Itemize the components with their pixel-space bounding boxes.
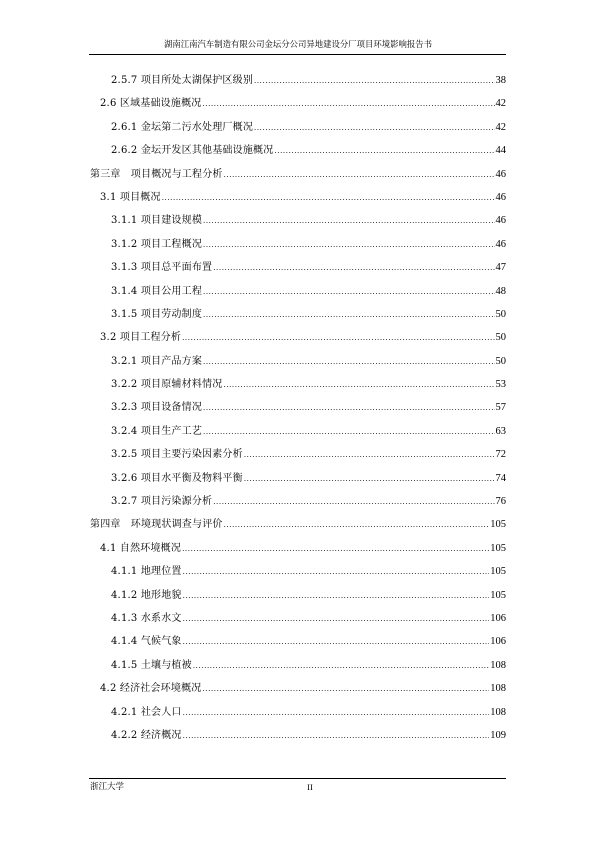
toc-dot-leader bbox=[223, 378, 494, 392]
toc-entry-page: 42 bbox=[495, 121, 506, 133]
toc-entry-page: 106 bbox=[490, 636, 506, 648]
toc-entry-title: 4.2.2 经济概况 bbox=[111, 729, 182, 741]
toc-dot-leader bbox=[213, 261, 494, 275]
toc-entry-page: 44 bbox=[495, 145, 506, 157]
toc-entry-page: 38 bbox=[495, 75, 506, 86]
toc-entry[interactable] bbox=[90, 214, 506, 237]
toc-entry-page: 46 bbox=[495, 168, 506, 180]
toc-dot-leader bbox=[183, 565, 490, 579]
toc-entry[interactable] bbox=[90, 518, 506, 541]
toc-dot-leader bbox=[183, 612, 490, 626]
toc-entry-page: 50 bbox=[495, 355, 506, 367]
toc-entry-title: 2.5.7 项目所处太湖保护区级别 bbox=[111, 75, 254, 86]
toc-entry[interactable] bbox=[90, 612, 506, 635]
toc-dot-leader bbox=[202, 682, 489, 696]
toc-entry-title: 3.2.6 项目水平衡及物料平衡 bbox=[111, 472, 243, 484]
toc-entry-page: 108 bbox=[490, 683, 506, 695]
toc-entry-title: 第四章 环境现状调查与评价 bbox=[90, 519, 223, 531]
toc-entry[interactable] bbox=[90, 97, 506, 120]
table-of-contents bbox=[90, 74, 506, 752]
toc-entry-title: 3.2 项目工程分析 bbox=[100, 332, 182, 344]
toc-entry[interactable] bbox=[90, 121, 506, 144]
toc-dot-leader bbox=[224, 518, 490, 532]
toc-entry-page: 105 bbox=[490, 519, 506, 531]
toc-dot-leader bbox=[203, 355, 494, 369]
header-rule bbox=[89, 54, 506, 55]
toc-dot-leader bbox=[182, 542, 489, 556]
toc-dot-leader bbox=[203, 401, 494, 415]
toc-entry-title: 3.1.1 项目建设规模 bbox=[111, 215, 203, 227]
toc-entry-title: 4.1 自然环境概况 bbox=[100, 542, 182, 554]
toc-entry[interactable] bbox=[90, 401, 506, 424]
toc-dot-leader bbox=[244, 448, 495, 462]
toc-entry-title: 第三章 项目概况与工程分析 bbox=[90, 168, 223, 180]
toc-entry[interactable] bbox=[90, 261, 506, 284]
toc-dot-leader bbox=[254, 74, 494, 88]
toc-entry-page: 53 bbox=[495, 379, 506, 391]
toc-entry-title: 2.6.1 金坛第二污水处理厂概况 bbox=[111, 121, 254, 133]
toc-entry[interactable] bbox=[90, 168, 506, 191]
footer-page-number: II bbox=[307, 782, 313, 792]
toc-entry-page: 47 bbox=[495, 262, 506, 274]
toc-entry-title: 2.6.2 金坛开发区其他基础设施概况 bbox=[111, 145, 274, 157]
toc-dot-leader bbox=[183, 706, 490, 720]
toc-entry-title: 4.1.3 水系水文 bbox=[111, 612, 182, 624]
toc-entry-page: 109 bbox=[490, 729, 506, 741]
toc-entry-page: 108 bbox=[490, 706, 506, 718]
toc-entry-title: 3.2.7 项目污染源分析 bbox=[111, 496, 213, 508]
toc-entry[interactable] bbox=[90, 495, 506, 518]
toc-entry-title: 4.1.2 地形地貌 bbox=[111, 589, 182, 601]
toc-entry[interactable] bbox=[90, 472, 506, 495]
toc-dot-leader bbox=[183, 729, 490, 743]
toc-entry-title: 3.2.5 项目主要污染因素分析 bbox=[111, 449, 243, 461]
toc-dot-leader bbox=[274, 144, 494, 158]
toc-entry-page: 76 bbox=[495, 496, 506, 508]
toc-entry-title: 3.2.1 项目产品方案 bbox=[111, 355, 203, 367]
toc-entry[interactable] bbox=[90, 308, 506, 331]
toc-entry[interactable] bbox=[90, 729, 506, 752]
toc-entry-page: 105 bbox=[490, 566, 506, 578]
toc-entry-title: 4.2.1 社会人口 bbox=[111, 706, 182, 718]
toc-dot-leader bbox=[203, 214, 494, 228]
toc-entry-title: 3.2.3 项目设备情况 bbox=[111, 402, 203, 414]
toc-dot-leader bbox=[203, 425, 494, 439]
toc-entry-page: 74 bbox=[495, 472, 506, 484]
toc-dot-leader bbox=[202, 97, 494, 111]
toc-entry[interactable] bbox=[90, 378, 506, 401]
toc-entry[interactable] bbox=[90, 682, 506, 705]
toc-entry-page: 42 bbox=[495, 98, 506, 110]
toc-entry-title: 4.1.5 土壤与植被 bbox=[111, 659, 192, 671]
toc-entry-page: 46 bbox=[495, 215, 506, 227]
toc-dot-leader bbox=[183, 589, 490, 603]
toc-entry-title: 3.1.4 项目公用工程 bbox=[111, 285, 203, 297]
toc-entry[interactable] bbox=[90, 331, 506, 354]
toc-entry-title: 2.6 区域基础设施概况 bbox=[100, 98, 202, 110]
toc-entry-title: 4.1.4 气候气象 bbox=[111, 636, 182, 648]
toc-entry-page: 50 bbox=[495, 332, 506, 344]
toc-entry-title: 3.1.3 项目总平面布置 bbox=[111, 262, 213, 274]
toc-dot-leader bbox=[193, 659, 489, 673]
toc-entry[interactable] bbox=[90, 659, 506, 682]
toc-entry[interactable] bbox=[90, 238, 506, 261]
toc-entry-page: 57 bbox=[495, 402, 506, 414]
footer-rule bbox=[89, 778, 506, 779]
toc-entry-title: 4.1.1 地理位置 bbox=[111, 566, 182, 578]
running-header: 湖南江南汽车制造有限公司金坛分公司异地建设分厂项目环境影响报告书 bbox=[164, 39, 432, 49]
toc-entry[interactable] bbox=[90, 448, 506, 471]
toc-dot-leader bbox=[203, 308, 494, 322]
toc-entry[interactable] bbox=[90, 285, 506, 308]
toc-entry-page: 105 bbox=[490, 589, 506, 601]
toc-entry[interactable] bbox=[90, 542, 506, 565]
toc-entry[interactable] bbox=[90, 144, 506, 167]
toc-entry[interactable] bbox=[90, 191, 506, 214]
toc-entry-page: 108 bbox=[490, 659, 506, 671]
toc-entry[interactable] bbox=[90, 589, 506, 612]
footer-institution: 浙江大学 bbox=[90, 782, 125, 792]
toc-entry-title: 3.1.5 项目劳动制度 bbox=[111, 308, 203, 320]
toc-entry[interactable] bbox=[90, 425, 506, 448]
toc-entry-page: 48 bbox=[495, 285, 506, 297]
toc-entry-title: 3.1.2 项目工程概况 bbox=[111, 238, 203, 250]
toc-entry-page: 46 bbox=[495, 238, 506, 250]
toc-entry-title: 3.2.4 项目生产工艺 bbox=[111, 425, 203, 437]
toc-entry-page: 46 bbox=[495, 191, 506, 203]
toc-dot-leader bbox=[203, 285, 494, 299]
toc-entry[interactable] bbox=[90, 635, 506, 658]
toc-entry-title: 3.1 项目概况 bbox=[100, 191, 161, 203]
toc-entry-page: 72 bbox=[495, 449, 506, 461]
toc-entry-title: 4.2 经济社会环境概况 bbox=[100, 683, 202, 695]
toc-entry[interactable] bbox=[90, 706, 506, 729]
toc-entry-page: 63 bbox=[495, 425, 506, 437]
toc-dot-leader bbox=[182, 331, 494, 345]
toc-dot-leader bbox=[244, 472, 495, 486]
toc-dot-leader bbox=[162, 191, 495, 205]
toc-dot-leader bbox=[213, 495, 494, 509]
toc-dot-leader bbox=[203, 238, 494, 252]
toc-entry-page: 50 bbox=[495, 308, 506, 320]
toc-entry-page: 105 bbox=[490, 542, 506, 554]
toc-entry[interactable] bbox=[90, 355, 506, 378]
toc-entry[interactable] bbox=[90, 74, 506, 97]
toc-dot-leader bbox=[183, 635, 490, 649]
toc-dot-leader bbox=[224, 168, 495, 182]
toc-entry[interactable] bbox=[90, 565, 506, 588]
toc-entry-title: 3.2.2 项目原辅材料情况 bbox=[111, 379, 223, 391]
toc-entry-page: 106 bbox=[490, 612, 506, 624]
toc-dot-leader bbox=[254, 121, 494, 135]
